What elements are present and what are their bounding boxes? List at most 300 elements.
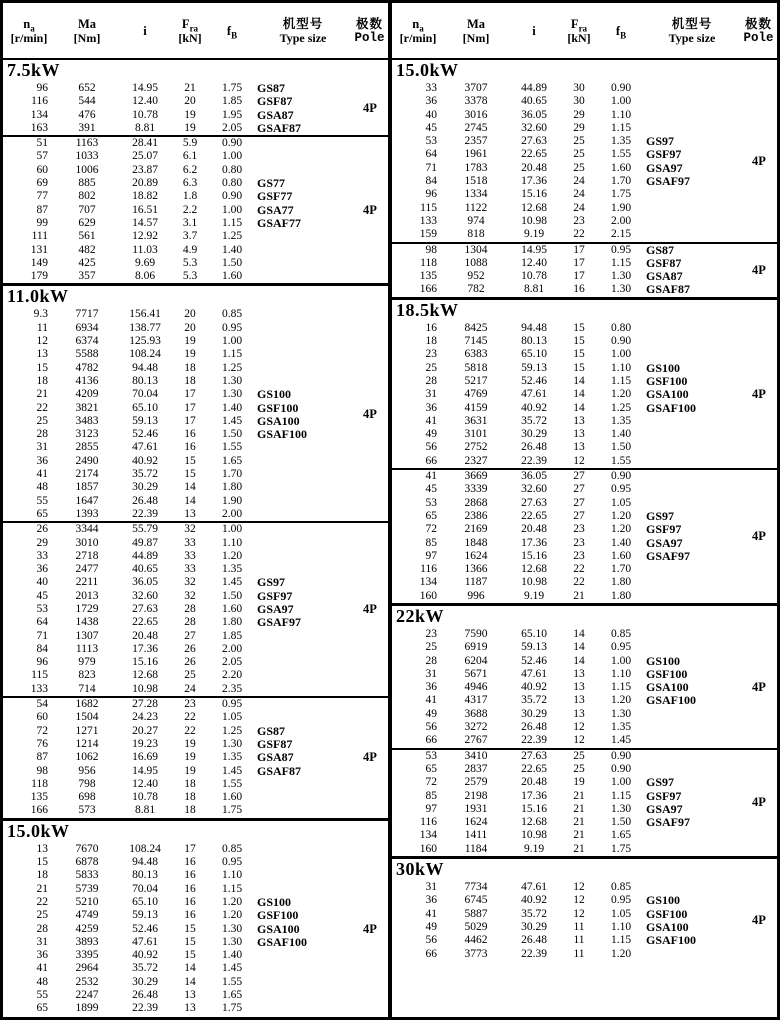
table-row xyxy=(3,150,352,163)
cell-fra: 2.2 xyxy=(182,203,198,216)
cell-ma: 4136 xyxy=(75,374,99,387)
table-row xyxy=(3,481,352,494)
cell-fb: 0.85 xyxy=(221,842,243,855)
cell-i: 20.48 xyxy=(521,523,547,536)
cell-fra: 12 xyxy=(573,734,585,747)
cell-fb: 1.25 xyxy=(221,230,243,243)
cell-ma: 4749 xyxy=(75,909,99,922)
cell-na: 22 xyxy=(36,895,48,908)
cell-fra: 26 xyxy=(184,642,196,655)
cell-fb: 1.20 xyxy=(610,694,632,707)
cell-ma: 6919 xyxy=(464,641,488,654)
table-row xyxy=(3,883,352,896)
type-size-label xyxy=(255,869,352,882)
cell-fb: 1.40 xyxy=(221,949,243,962)
cell-fra: 27 xyxy=(573,470,585,483)
cell-na: 36 xyxy=(36,563,48,576)
cell-na: 51 xyxy=(36,137,48,150)
cell-fb: 0.80 xyxy=(221,163,243,176)
cell-ma: 1682 xyxy=(75,698,99,711)
cell-fb: 0.90 xyxy=(610,749,632,762)
ma-symbol: Ma xyxy=(77,16,97,31)
cell-ma: 7670 xyxy=(75,842,99,855)
type-size-label xyxy=(255,804,352,817)
type-size-label xyxy=(644,335,741,348)
cell-na: 72 xyxy=(36,724,48,737)
cell-na: 135 xyxy=(419,270,437,283)
cell-i: 9.69 xyxy=(134,256,156,269)
type-size-label: GSA97 xyxy=(646,160,683,175)
cell-i: 65.10 xyxy=(521,627,547,640)
section-title: 30kW xyxy=(396,859,445,880)
cell-na: 56 xyxy=(425,441,437,454)
cell-ma: 2745 xyxy=(464,121,488,134)
type-size-label xyxy=(644,188,741,201)
cell-na: 36 xyxy=(425,401,437,414)
type-size-label xyxy=(644,470,741,483)
cell-fra: 20 xyxy=(184,321,196,334)
cell-na: 166 xyxy=(30,804,48,817)
cell-fb: 1.75 xyxy=(610,188,632,201)
table-row xyxy=(3,177,352,190)
type-size-label: GS100 xyxy=(646,893,681,908)
type-size-label: GSA97 xyxy=(646,801,683,816)
col-header-fra xyxy=(560,3,598,58)
cell-fb: 1.20 xyxy=(221,909,243,922)
cell-fra: 14 xyxy=(573,627,585,640)
type-size-label: GS87 xyxy=(257,81,286,95)
cell-ma: 2964 xyxy=(75,962,99,975)
table-row xyxy=(3,537,352,550)
section-title: 15.0kW xyxy=(7,820,70,841)
cell-fb: 1.30 xyxy=(610,270,632,283)
cell-i: 27.63 xyxy=(521,749,547,762)
cell-fra: 15 xyxy=(184,949,196,962)
table-row xyxy=(3,791,352,804)
cell-ma: 4159 xyxy=(464,401,488,414)
cell-na: 33 xyxy=(36,549,48,562)
cell-i: 17.36 xyxy=(521,536,547,549)
type-size-label xyxy=(644,202,741,215)
type-size-label: GS97 xyxy=(257,575,286,590)
cell-fb: 0.95 xyxy=(610,894,632,907)
cell-fb: 1.85 xyxy=(221,95,243,108)
type-header-en: Type size xyxy=(668,30,716,45)
cell-fb: 1.75 xyxy=(221,82,243,94)
cell-i: 12.68 xyxy=(521,816,547,829)
right-table xyxy=(388,3,777,1017)
cell-fra: 17 xyxy=(184,401,196,414)
pole-value: 4P xyxy=(752,387,766,402)
cell-i: 40.92 xyxy=(521,401,547,414)
cell-fra: 21 xyxy=(573,842,585,855)
cell-na: 25 xyxy=(36,414,48,427)
cell-fra: 23 xyxy=(573,549,585,562)
cell-ma: 6934 xyxy=(75,321,99,334)
table-row xyxy=(392,362,741,375)
cell-fra: 14 xyxy=(184,494,196,507)
cell-ma: 2767 xyxy=(464,734,488,747)
cell-fb: 1.45 xyxy=(221,576,243,589)
cell-na: 85 xyxy=(425,536,437,549)
spec-block xyxy=(392,748,777,856)
type-size-label: GSAF87 xyxy=(257,120,302,135)
type-size-label xyxy=(255,322,352,335)
cell-na: 41 xyxy=(36,962,48,975)
cell-ma: 2718 xyxy=(75,549,99,562)
block-rows xyxy=(3,523,352,696)
cell-na: 84 xyxy=(36,642,48,655)
type-size-label xyxy=(644,455,741,468)
type-size-label xyxy=(255,976,352,989)
cell-fb: 1.55 xyxy=(610,454,632,467)
cell-na: 55 xyxy=(36,494,48,507)
table-row xyxy=(3,725,352,738)
cell-i: 8.81 xyxy=(523,283,545,296)
cell-ma: 3707 xyxy=(464,82,488,94)
cell-i: 108.24 xyxy=(129,348,161,361)
cell-fra: 25 xyxy=(573,161,585,174)
cell-na: 21 xyxy=(36,882,48,895)
cell-i: 14.95 xyxy=(521,243,547,256)
cell-fb: 0.95 xyxy=(221,698,243,711)
cell-ma: 3773 xyxy=(464,947,488,960)
cell-ma: 1961 xyxy=(464,148,488,161)
fb-symbol: $f_B$ xyxy=(615,23,627,40)
cell-i: 17.36 xyxy=(521,789,547,802)
type-size-label xyxy=(644,441,741,454)
cell-ma: 3410 xyxy=(464,749,488,762)
col-header-pole xyxy=(740,3,777,58)
pole-value: 4P xyxy=(363,202,377,217)
cell-ma: 5887 xyxy=(464,907,488,920)
cell-ma: 798 xyxy=(78,777,96,790)
type-size-label: GSA100 xyxy=(257,413,300,428)
type-header-en: Type size xyxy=(279,30,327,45)
cell-i: 10.98 xyxy=(521,214,547,227)
cell-fb: 0.95 xyxy=(610,243,632,256)
cell-ma: 2013 xyxy=(75,589,99,602)
cell-fb: 1.30 xyxy=(221,922,243,935)
cell-fra: 1.8 xyxy=(182,190,198,203)
type-size-label: GSF97 xyxy=(646,147,682,162)
table-row xyxy=(3,428,352,441)
cell-fb: 1.35 xyxy=(610,721,632,734)
table-row xyxy=(3,508,352,521)
type-size-label xyxy=(255,335,352,348)
block-rows xyxy=(3,698,352,818)
cell-na: 36 xyxy=(425,894,437,907)
cell-i: 59.13 xyxy=(132,414,158,427)
table-row xyxy=(392,934,741,947)
cell-fra: 14 xyxy=(573,388,585,401)
table-row xyxy=(392,188,741,201)
cell-ma: 6878 xyxy=(75,856,99,869)
cell-i: 52.46 xyxy=(521,654,547,667)
cell-i: 10.78 xyxy=(521,270,547,283)
cell-na: 77 xyxy=(36,190,48,203)
table-row xyxy=(3,375,352,388)
cell-fb: 1.20 xyxy=(221,895,243,908)
cell-na: 28 xyxy=(425,374,437,387)
cell-fra: 25 xyxy=(573,148,585,161)
cell-na: 131 xyxy=(30,243,48,256)
cell-i: 55.79 xyxy=(132,523,158,536)
table-row xyxy=(392,202,741,215)
cell-ma: 561 xyxy=(78,230,96,243)
cell-fb: 0.80 xyxy=(610,321,632,334)
cell-fb: 1.35 xyxy=(610,135,632,148)
cell-na: 76 xyxy=(36,737,48,750)
cell-fra: 19 xyxy=(184,737,196,750)
cell-i: 36.05 xyxy=(132,576,158,589)
cell-na: 25 xyxy=(425,361,437,374)
cell-i: 30.29 xyxy=(521,428,547,441)
cell-fra: 3.7 xyxy=(182,230,198,243)
cell-ma: 5671 xyxy=(464,667,488,680)
cell-ma: 2532 xyxy=(75,975,99,988)
cell-ma: 2198 xyxy=(464,789,488,802)
cell-fb: 1.20 xyxy=(221,549,243,562)
type-size-label: GSF100 xyxy=(646,666,688,681)
cell-fb: 1.50 xyxy=(221,428,243,441)
cell-fra: 13 xyxy=(573,428,585,441)
cell-na: 134 xyxy=(419,829,437,842)
type-size-label: GSAF100 xyxy=(257,934,308,949)
cell-fb: 1.80 xyxy=(221,481,243,494)
table-row xyxy=(3,616,352,629)
cell-i: 36.05 xyxy=(521,108,547,121)
power-section xyxy=(392,60,777,297)
cell-ma: 1271 xyxy=(75,724,99,737)
cell-i: 20.27 xyxy=(132,724,158,737)
section-title: 11.0kW xyxy=(7,286,69,307)
spec-block xyxy=(3,135,388,283)
cell-na: 41 xyxy=(425,470,437,483)
cell-na: 133 xyxy=(419,214,437,227)
type-size-label: GSA100 xyxy=(646,919,689,934)
table-row xyxy=(392,894,741,907)
cell-na: 98 xyxy=(36,764,48,777)
cell-ma: 2386 xyxy=(464,509,488,522)
cell-i: 24.23 xyxy=(132,711,158,724)
cell-na: 98 xyxy=(425,243,437,256)
cell-i: 12.40 xyxy=(132,777,158,790)
cell-ma: 2247 xyxy=(75,989,99,1001)
cell-fra: 6.3 xyxy=(182,177,198,190)
cell-i: 125.93 xyxy=(129,335,161,348)
col-header-ma xyxy=(55,3,119,58)
cell-ma: 7717 xyxy=(75,308,99,321)
pole-value: 4P xyxy=(752,680,766,695)
cell-fb: 1.00 xyxy=(221,150,243,163)
cell-i: 26.48 xyxy=(521,721,547,734)
cell-i: 32.60 xyxy=(132,589,158,602)
cell-na: 65 xyxy=(36,1002,48,1015)
cell-ma: 425 xyxy=(78,256,96,269)
cell-fb: 1.90 xyxy=(221,494,243,507)
type-size-label: GSF87 xyxy=(646,255,682,270)
cell-fb: 2.00 xyxy=(610,214,632,227)
cell-i: 40.92 xyxy=(132,949,158,962)
table-row xyxy=(3,656,352,669)
cell-na: 60 xyxy=(36,163,48,176)
cell-fb: 2.00 xyxy=(221,507,243,520)
cell-ma: 6374 xyxy=(75,335,99,348)
cell-fb: 0.95 xyxy=(610,483,632,496)
cell-fra: 22 xyxy=(573,576,585,589)
cell-fb: 1.15 xyxy=(221,882,243,895)
table-row xyxy=(392,402,741,415)
cell-ma: 2490 xyxy=(75,454,99,467)
cell-fb: 1.55 xyxy=(221,777,243,790)
table-row xyxy=(3,765,352,778)
cell-fb: 1.40 xyxy=(221,243,243,256)
cell-ma: 357 xyxy=(78,270,96,283)
type-size-label xyxy=(255,550,352,563)
cell-fb: 1.10 xyxy=(221,536,243,549)
cell-na: 22 xyxy=(36,401,48,414)
table-row xyxy=(3,122,352,135)
cell-ma: 1088 xyxy=(464,256,488,269)
cell-na: 85 xyxy=(425,789,437,802)
cell-fb: 1.30 xyxy=(610,707,632,720)
cell-na: 18 xyxy=(425,335,437,348)
table-row xyxy=(392,483,741,496)
table-row xyxy=(392,750,741,763)
cell-fb: 1.15 xyxy=(610,681,632,694)
cell-i: 52.46 xyxy=(132,922,158,935)
cell-na: 41 xyxy=(425,694,437,707)
cell-na: 41 xyxy=(425,907,437,920)
cell-i: 18.82 xyxy=(132,190,158,203)
cell-ma: 6383 xyxy=(464,348,488,361)
cell-fb: 1.15 xyxy=(610,374,632,387)
cell-na: 36 xyxy=(36,454,48,467)
cell-ma: 782 xyxy=(467,283,485,296)
cell-ma: 3821 xyxy=(75,401,99,414)
table-row xyxy=(3,603,352,616)
cell-fb: 1.20 xyxy=(610,947,632,960)
pole-header-en: Pole xyxy=(354,30,385,45)
table-row xyxy=(3,415,352,428)
cell-ma: 3010 xyxy=(75,536,99,549)
type-size-label xyxy=(255,989,352,1002)
cell-na: 96 xyxy=(36,82,48,94)
type-size-label: GSA97 xyxy=(646,535,683,550)
fb-symbol: $f_B$ xyxy=(226,23,238,40)
cell-na: 23 xyxy=(425,627,437,640)
cell-fra: 30 xyxy=(573,82,585,94)
cell-fb: 1.40 xyxy=(610,428,632,441)
na-unit: [r/min] xyxy=(10,30,48,45)
col-header-ma xyxy=(444,3,508,58)
cell-i: 26.48 xyxy=(521,441,547,454)
cell-ma: 3395 xyxy=(75,949,99,962)
cell-fra: 15 xyxy=(184,454,196,467)
cell-fra: 6.2 xyxy=(182,163,198,176)
spec-block xyxy=(3,308,388,521)
cell-fra: 15 xyxy=(184,935,196,948)
table-row xyxy=(3,630,352,643)
cell-na: 36 xyxy=(425,681,437,694)
cell-ma: 8425 xyxy=(464,321,488,334)
type-size-label xyxy=(644,348,741,361)
cell-ma: 2837 xyxy=(464,762,488,775)
type-size-label xyxy=(644,750,741,763)
right-table-header xyxy=(392,3,777,60)
cell-ma: 1729 xyxy=(75,602,99,615)
cell-fb: 1.25 xyxy=(221,361,243,374)
type-size-label: GS87 xyxy=(646,242,675,257)
type-size-label: GSAF100 xyxy=(646,400,697,415)
cell-ma: 2868 xyxy=(464,496,488,509)
fra-unit: [kN] xyxy=(567,30,591,45)
cell-fb: 1.65 xyxy=(221,989,243,1001)
cell-i: 20.48 xyxy=(521,776,547,789)
cell-i: 27.28 xyxy=(132,698,158,711)
cell-ma: 482 xyxy=(78,243,96,256)
cell-fra: 21 xyxy=(573,816,585,829)
pole-header-en: Pole xyxy=(743,30,774,45)
type-size-label xyxy=(644,829,741,842)
cell-ma: 7590 xyxy=(464,627,488,640)
table-row xyxy=(3,989,352,1002)
cell-fb: 1.30 xyxy=(221,388,243,401)
cell-fra: 16 xyxy=(573,283,585,296)
cell-i: 10.98 xyxy=(132,682,158,695)
table-row xyxy=(392,270,741,283)
cell-fb: 1.60 xyxy=(221,602,243,615)
pole-value: 4P xyxy=(752,913,766,928)
cell-i: 26.48 xyxy=(132,989,158,1001)
cell-fra: 4.9 xyxy=(182,243,198,256)
cell-fra: 28 xyxy=(184,602,196,615)
cell-fb: 1.25 xyxy=(221,724,243,737)
cell-i: 28.41 xyxy=(132,137,158,150)
cell-ma: 1122 xyxy=(464,201,488,214)
table-row xyxy=(3,751,352,764)
cell-i: 16.51 xyxy=(132,203,158,216)
cell-fb: 1.60 xyxy=(221,270,243,283)
cell-na: 15 xyxy=(36,361,48,374)
cell-fb: 0.95 xyxy=(221,856,243,869)
table-row xyxy=(3,738,352,751)
cell-fb: 1.10 xyxy=(610,108,632,121)
cell-na: 49 xyxy=(425,920,437,933)
table-row xyxy=(3,1002,352,1015)
type-size-label xyxy=(255,308,352,321)
type-size-label xyxy=(255,270,352,283)
table-row xyxy=(392,590,741,603)
table-row xyxy=(392,510,741,523)
cell-na: 56 xyxy=(425,721,437,734)
cell-fra: 20 xyxy=(184,308,196,321)
fra-symbol: $F_{ra}$ xyxy=(570,16,588,33)
cell-fb: 1.05 xyxy=(610,496,632,509)
cell-ma: 5217 xyxy=(464,374,488,387)
cell-fb: 1.00 xyxy=(610,348,632,361)
cell-na: 31 xyxy=(425,667,437,680)
cell-fra: 12 xyxy=(573,894,585,907)
cell-ma: 802 xyxy=(78,190,96,203)
cell-na: 96 xyxy=(425,188,437,201)
table-row xyxy=(392,550,741,563)
cell-fb: 1.20 xyxy=(610,388,632,401)
left-table-body xyxy=(3,60,388,1017)
cell-fra: 3.1 xyxy=(182,216,198,229)
table-row xyxy=(3,335,352,348)
